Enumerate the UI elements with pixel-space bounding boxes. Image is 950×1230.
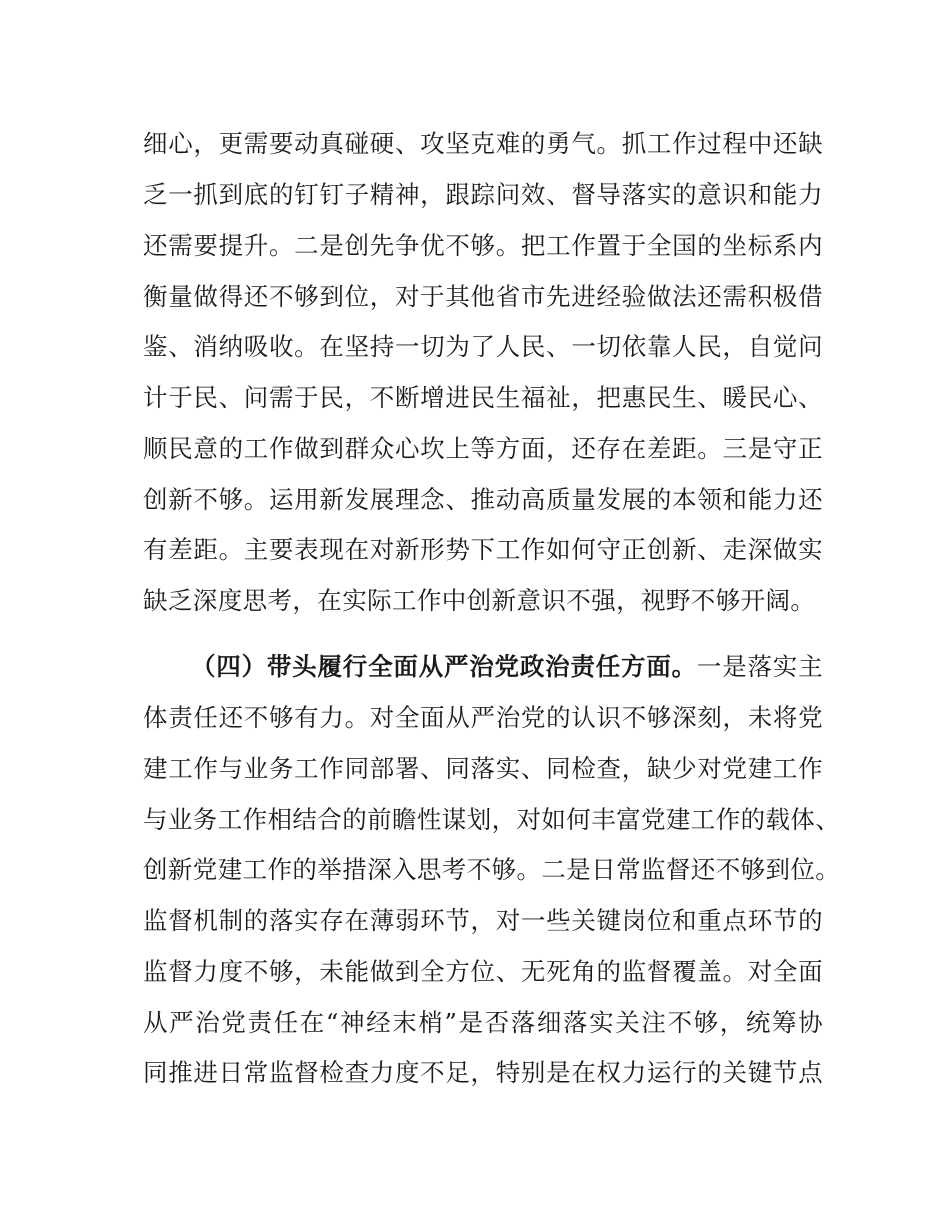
text-line: 还需要提升。二是创先争优不够。把工作置于全国的坐标系内	[143, 231, 823, 260]
text-line: 监督机制的落实存在薄弱环节，对一些关键岗位和重点环节的	[143, 906, 823, 935]
text-line: 乏一抓到底的钉钉子精神，跟踪问效、督导落实的意识和能力	[143, 180, 823, 209]
heading-line-rest: 一是落实主	[696, 652, 824, 681]
text-line: 同推进日常监督检查力度不足，特别是在权力运行的关键节点	[143, 1058, 823, 1087]
text-line: 创新不够。运用新发展理念、推动高质量发展的本领和能力还	[143, 485, 823, 514]
text-line: 体责任还不够有力。对全面从严治党的认识不够深刻，未将党	[143, 703, 823, 732]
text-line: 细心，更需要动真碰硬、攻坚克难的勇气。抓工作过程中还缺	[143, 129, 823, 158]
text-line: 监督力度不够，未能做到全方位、无死角的监督覆盖。对全面	[143, 957, 823, 986]
text-line: 与业务工作相结合的前瞻性谋划，对如何丰富党建工作的载体、	[143, 805, 841, 834]
section-heading: （四）带头履行全面从严治党政治责任方面。	[191, 652, 697, 681]
text-line: 鉴、消纳吸收。在坚持一切为了人民、一切依靠人民，自觉问	[143, 332, 823, 361]
text-line: 创新党建工作的举措深入思考不够。二是日常监督还不够到位。	[143, 855, 841, 884]
text-line: 建工作与业务工作同部署、同落实、同检查，缺少对党建工作	[143, 754, 823, 783]
paragraph-heading-line	[191, 650, 823, 684]
text-line: 顺民意的工作做到群众心坎上等方面，还存在差距。三是守正	[143, 434, 823, 463]
text-line: 有差距。主要表现在对新形势下工作如何守正创新、走深做实	[143, 535, 823, 564]
text-line: 从严治党责任在“神经末梢”是否落细落实关注不够，统筹协	[143, 1008, 823, 1037]
text-line: 缺乏深度思考，在实际工作中创新意识不强，视野不够开阔。	[143, 586, 816, 615]
text-line: 衡量做得还不够到位，对于其他省市先进经验做法还需积极借	[143, 282, 823, 311]
text-line: 计于民、问需于民，不断增进民生福祉，把惠民生、暖民心、	[143, 383, 823, 412]
